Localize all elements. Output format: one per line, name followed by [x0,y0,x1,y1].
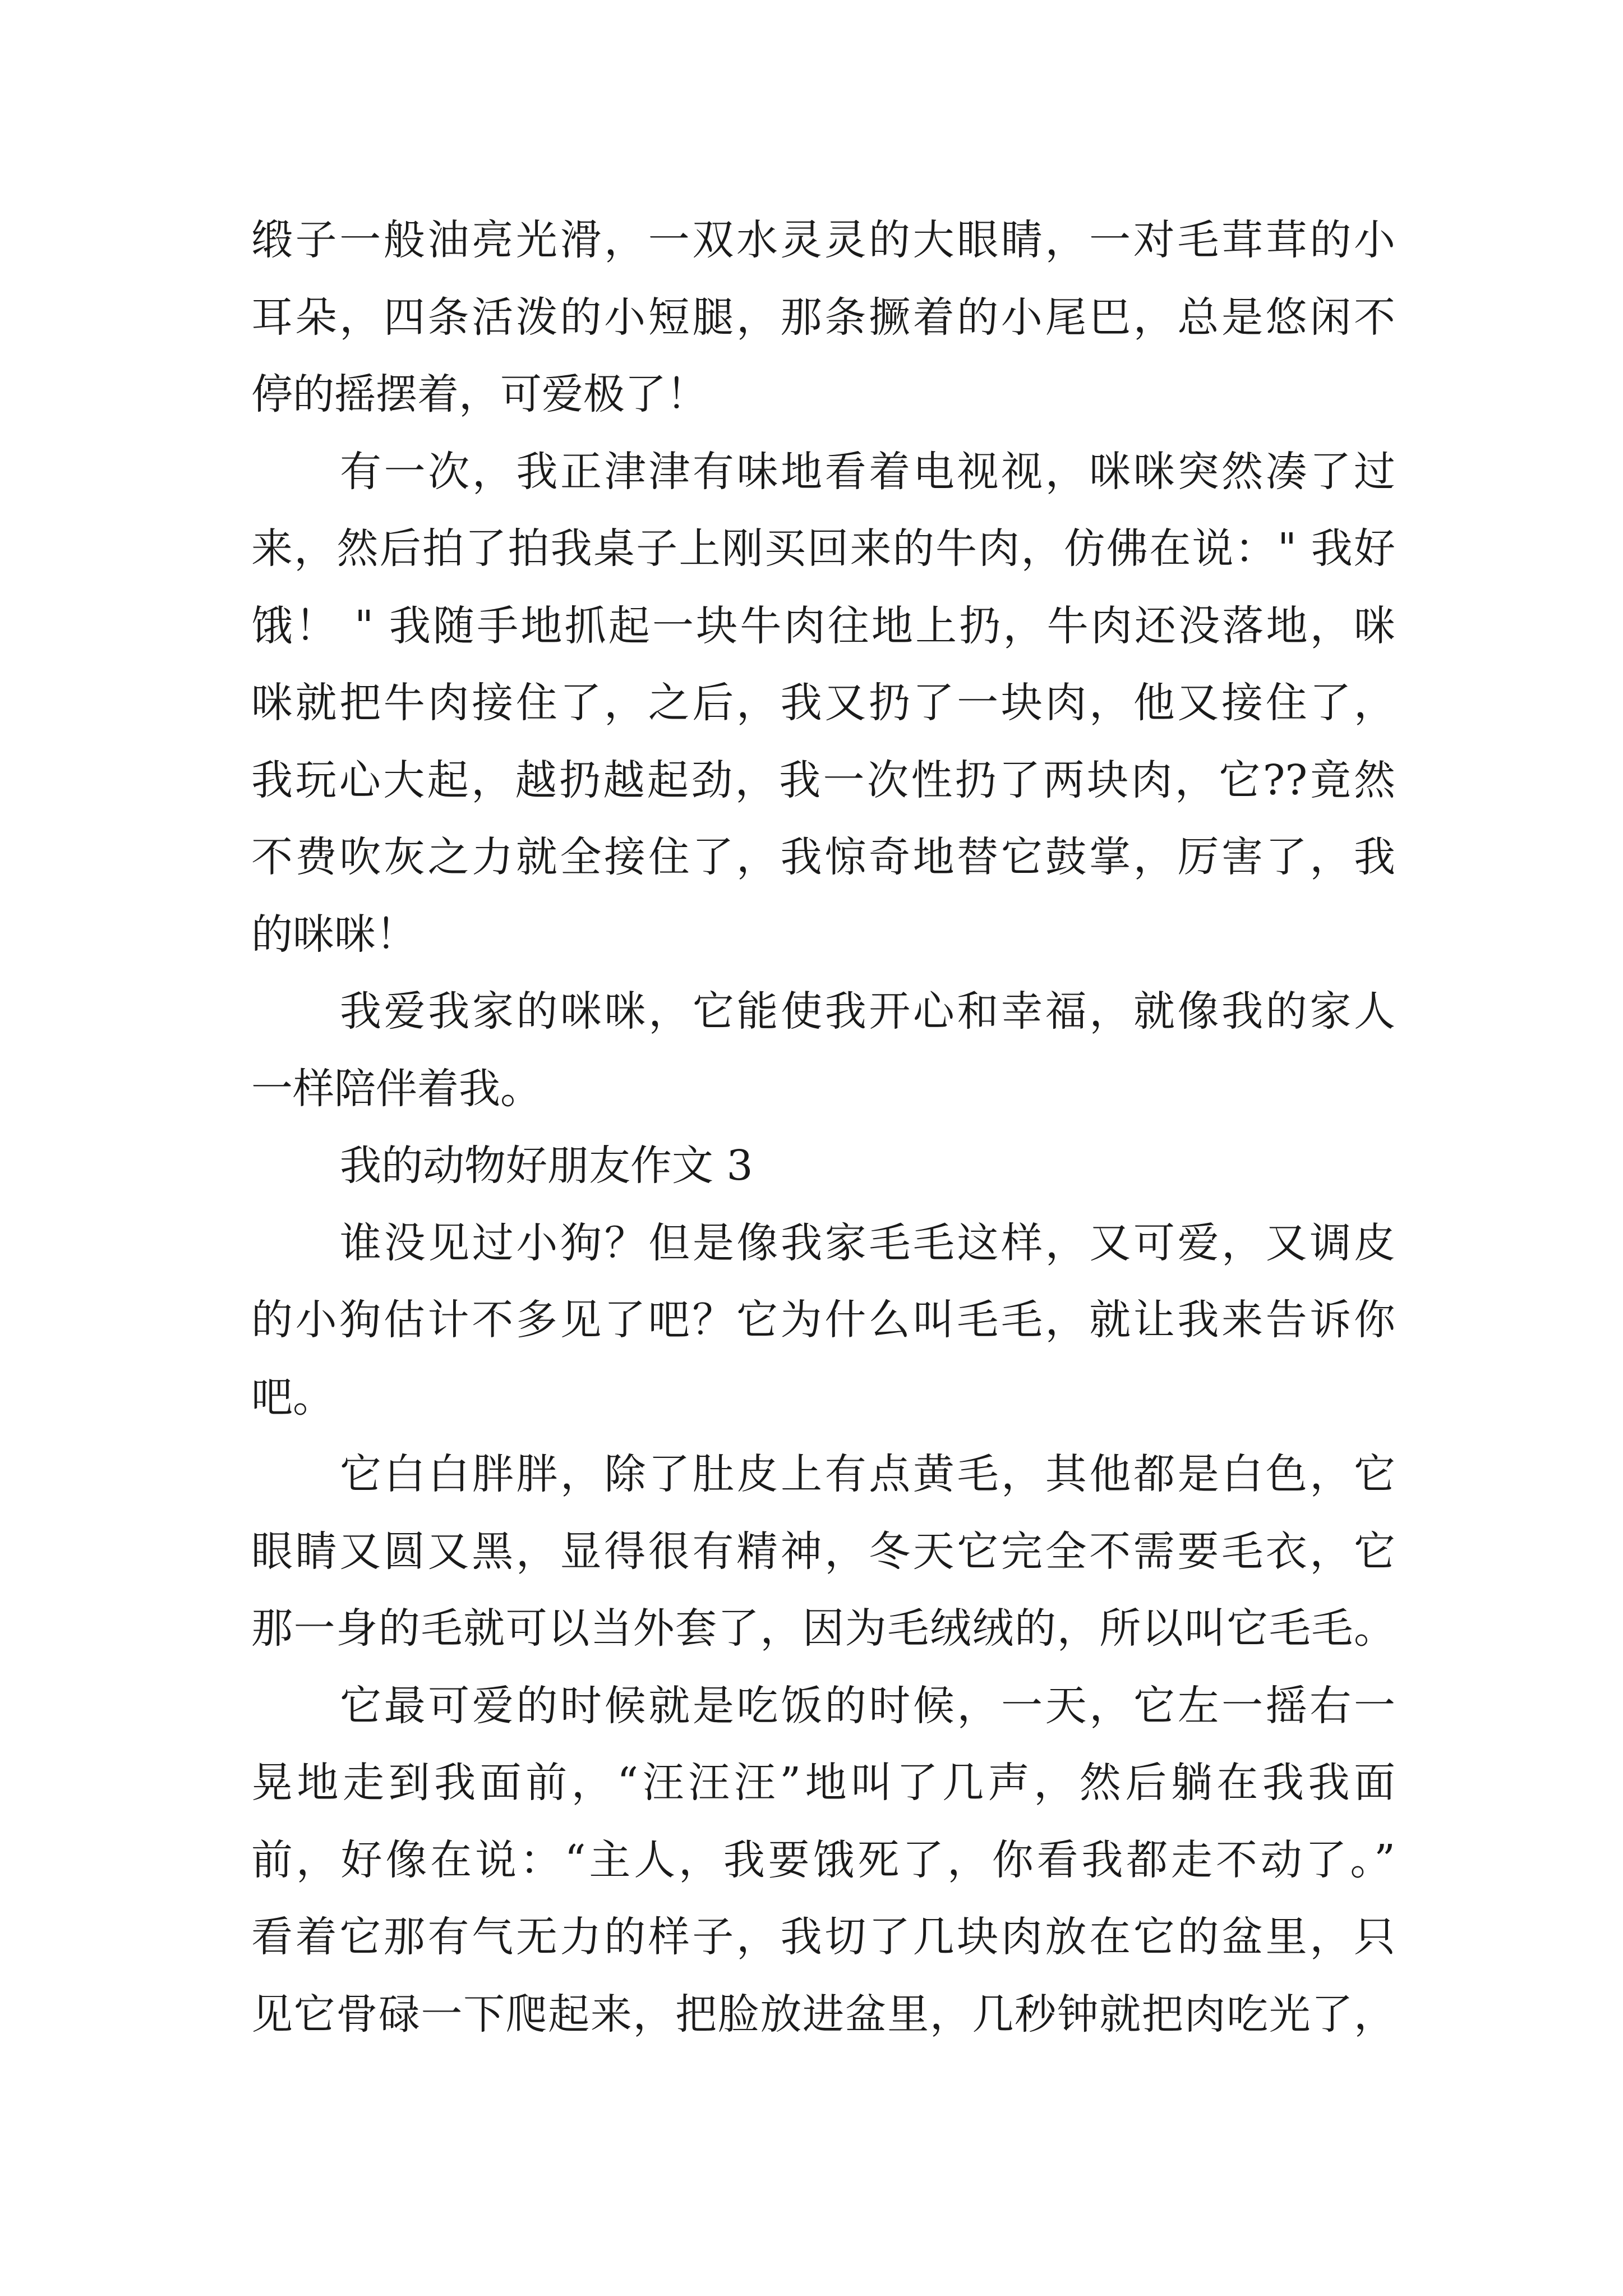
text-line: 吧。 [251,1373,334,1421]
text-line: 那一身的毛就可以当外套了，因为毛绒绒的，所以叫它毛毛。 [251,1604,1395,1653]
text-line: 的小狗估计不多见了吧？它为什么叫毛毛，就让我来告诉你 [251,1296,1395,1344]
text-line: 有一次，我正津津有味地看着电视视，咪咪突然凑了过 [340,447,1395,496]
text-line: 见它骨碌一下爬起来，把脸放进盆里，几秒钟就把肉吃光了， [251,1990,1395,2039]
text-line: 一样陪伴着我。 [251,1064,542,1113]
text-line: 停的摇摆着，可爱极了！ [251,370,708,418]
section-heading: 我的动物好朋友作文 3 [340,1142,753,1190]
text-line: 耳朵，四条活泼的小短腿，那条撅着的小尾巴，总是悠闲不 [251,293,1395,342]
text-line: 咪就把牛肉接住了，之后，我又扔了一块肉，他又接住了， [251,679,1395,727]
text-line: 看着它那有气无力的样子，我切了几块肉放在它的盆里，只 [251,1913,1395,1961]
text-line: 缎子一般油亮光滑，一双水灵灵的大眼睛，一对毛茸茸的小 [251,216,1395,264]
text-line: 它最可爱的时候就是吃饭的时候，一天，它左一摇右一 [340,1681,1395,1730]
text-line: 它白白胖胖，除了肚皮上有点黄毛，其他都是白色，它 [340,1450,1395,1498]
text-line: 不费吹灰之力就全接住了，我惊奇地替它鼓掌，厉害了，我 [251,833,1395,881]
text-line: 我爱我家的咪咪，它能使我开心和幸福，就像我的家人 [340,987,1395,1036]
body-text [251,202,1395,2053]
text-line: 眼睛又圆又黑，显得很有精神，冬天它完全不需要毛衣，它 [251,1527,1395,1576]
text-line: 来，然后拍了拍我桌子上刚买回来的牛肉，仿佛在说：" 我好 [251,524,1395,573]
text-line: 晃地走到我面前，“汪汪汪”地叫了几声，然后躺在我我面 [251,1759,1395,1807]
text-line: 饿！ " 我随手地抓起一块牛肉往地上扔，牛肉还没落地，咪 [251,601,1395,650]
text-line: 我玩心大起，越扔越起劲，我一次性扔了两块肉，它??竟然 [251,756,1395,804]
text-line: 前，好像在说：“主人，我要饿死了，你看我都走不动了。” [251,1835,1395,1884]
text-line: 谁没见过小狗？但是像我家毛毛这样，又可爱，又调皮 [340,1218,1395,1267]
text-line: 的咪咪！ [251,910,417,959]
